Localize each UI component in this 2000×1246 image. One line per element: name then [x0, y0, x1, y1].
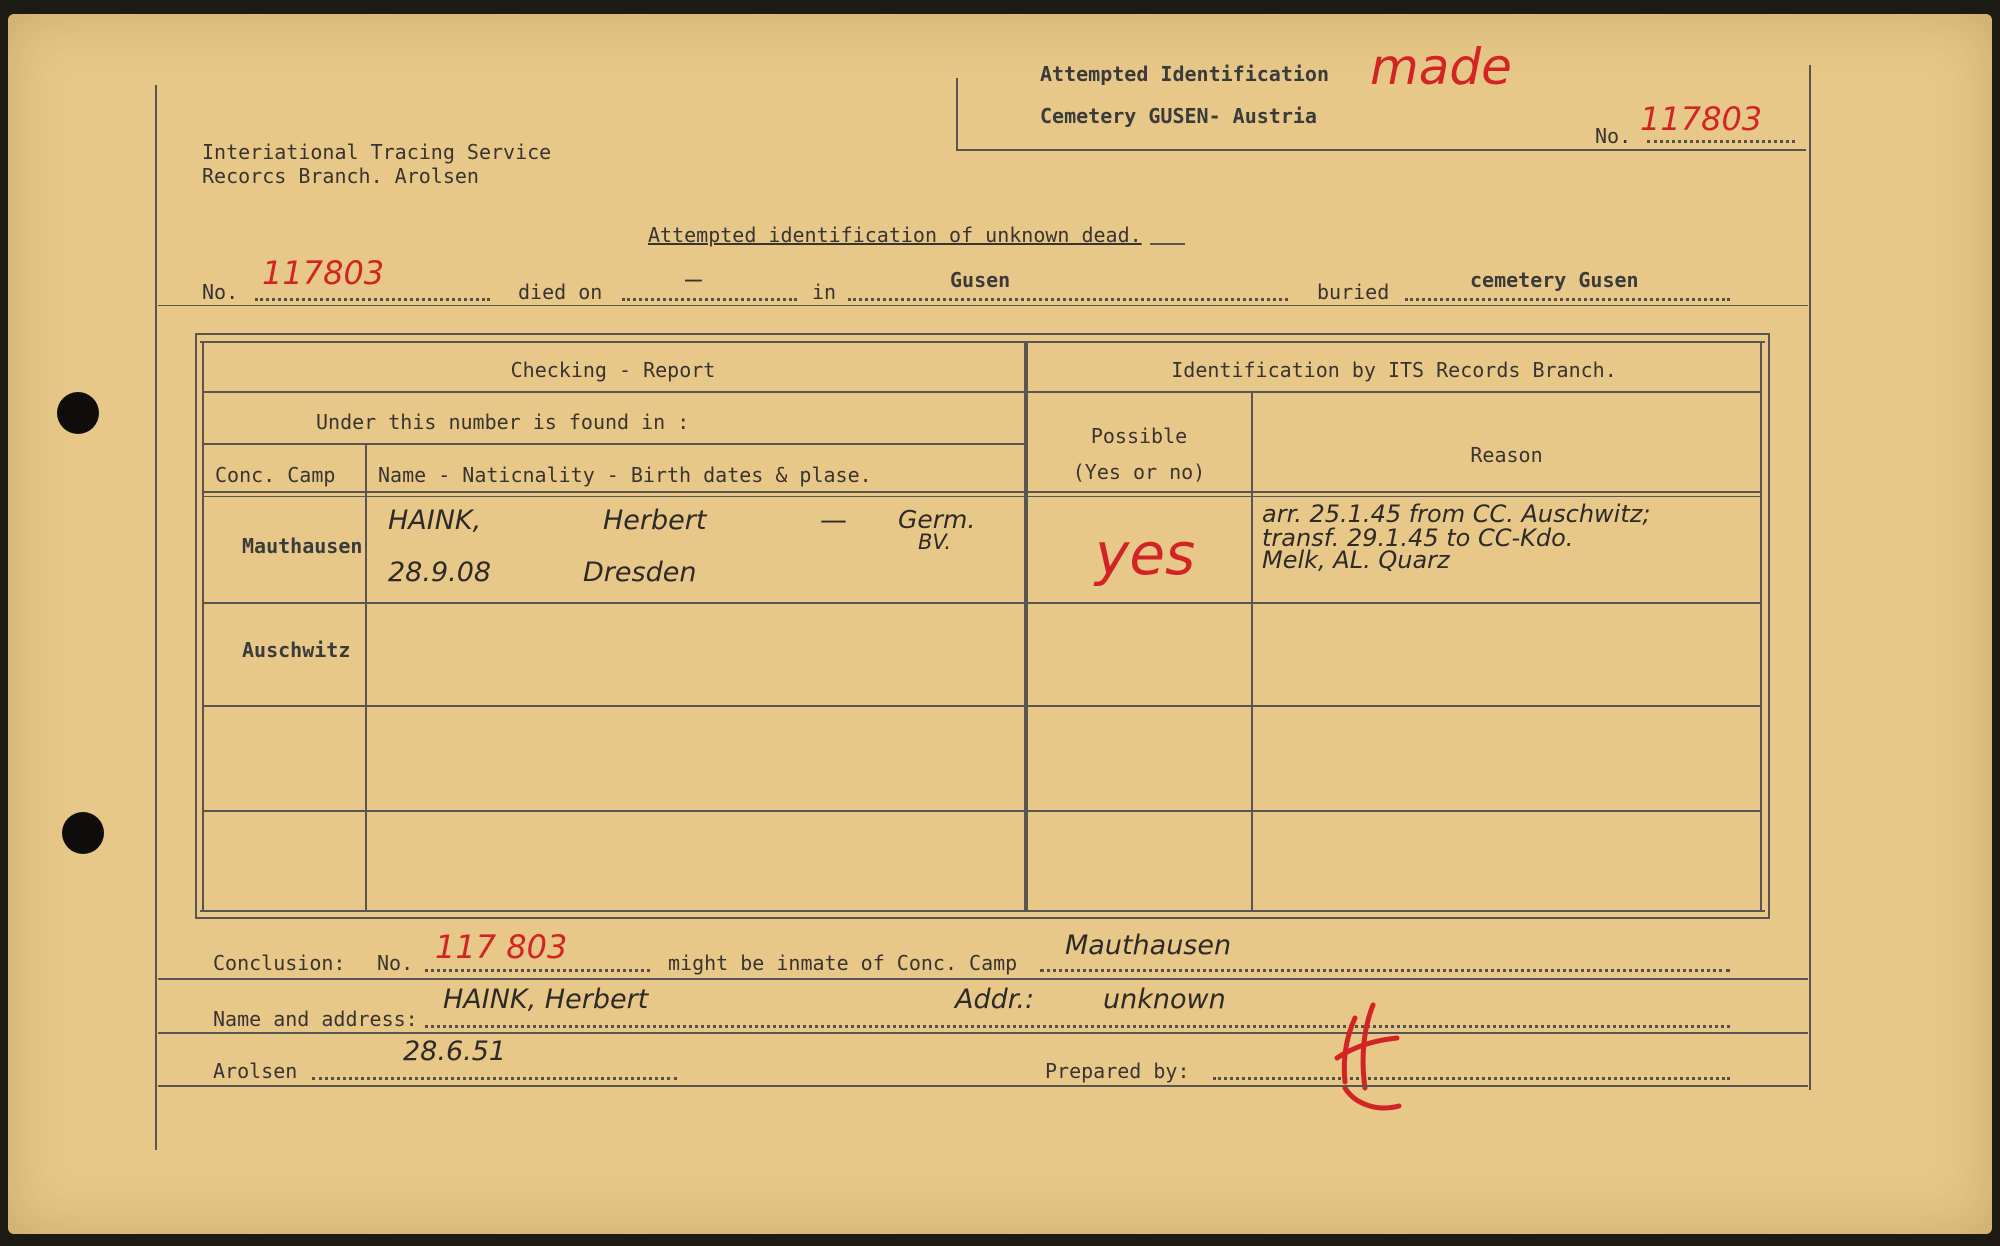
row-1-dash: — [820, 505, 847, 536]
name-address-name: HAINK, Herbert [443, 984, 649, 1015]
initials-signature [1315, 1000, 1425, 1120]
record-no-value: 117803 [262, 254, 385, 292]
row-1-firstname: Herbert [603, 505, 707, 536]
row-2-camp: Auschwitz [242, 638, 351, 662]
row-1-surname: HAINK, [388, 505, 482, 536]
buried-label: buried [1317, 280, 1390, 304]
checking-report-header: Checking - Report [510, 358, 716, 382]
name-address-label: Name and address: [213, 1007, 418, 1031]
stamp-box-bottom [956, 149, 1806, 151]
conclusion-no-label: No. [377, 951, 414, 975]
row-1-category: BV. [918, 530, 952, 554]
row-1-camp: Mauthausen [242, 534, 363, 558]
punch-hole-bottom [62, 812, 104, 854]
header-no-label: No. [1595, 124, 1632, 148]
conclusion-camp-value: Mauthausen [1065, 930, 1232, 961]
found-in-header: Under this number is found in : [316, 410, 690, 434]
row-1-birth-date: 28.9.08 [388, 557, 492, 588]
table-top [195, 333, 1770, 335]
row-1-reason-2: transf. 29.1.45 to CC-Kdo. [1262, 524, 1574, 552]
page-title: Attempted identification of unknown dead. [648, 223, 1142, 247]
in-label: in [812, 280, 837, 304]
possible-header-2: (Yes or no) [1072, 460, 1206, 484]
camp-column-header: Conc. Camp [215, 463, 336, 487]
row-1-birth-place: Dresden [583, 557, 697, 588]
conclusion-no-value: 117 803 [435, 928, 568, 966]
stamp-note: made [1370, 38, 1512, 96]
name-column-header: Name - Naticnality - Birth dates & plase. [378, 463, 872, 487]
prepared-by-label: Prepared by: [1045, 1059, 1190, 1083]
identification-header: Identification by ITS Records Branch. [1171, 358, 1617, 382]
org-line-1: Interiational Tracing Service [202, 140, 552, 164]
stamp-line-1: Attempted Identification [1040, 62, 1329, 86]
stamp-line-2: Cemetery GUSEN- Austria [1040, 104, 1317, 128]
addr-value: unknown [1103, 984, 1226, 1015]
row-1-reason-1: arr. 25.1.45 from CC. Auschwitz; [1262, 500, 1651, 528]
in-value: Gusen [950, 268, 1011, 292]
reason-header: Reason [1470, 443, 1543, 467]
conclusion-label: Conclusion: [213, 951, 346, 975]
header-no-value: 117803 [1640, 100, 1763, 138]
record-no-label: No. [202, 280, 239, 304]
row-1-nationality: Germ. [898, 505, 976, 534]
stamp-box-left [956, 78, 958, 150]
right-margin-line [1809, 65, 1811, 1090]
place-label: Arolsen [213, 1059, 298, 1083]
died-label: died on [518, 280, 603, 304]
punch-hole-top [57, 392, 99, 434]
row-1-reason-3: Melk, AL. Quarz [1262, 546, 1450, 574]
row-1-possible: yes [1095, 520, 1196, 588]
left-margin-line [155, 85, 157, 1150]
possible-header-1: Possible [1090, 424, 1188, 448]
org-line-2: Recorcs Branch. Arolsen [202, 164, 479, 188]
date-value: 28.6.51 [403, 1036, 507, 1067]
table-bottom [195, 917, 1770, 919]
buried-value: cemetery Gusen [1470, 268, 1639, 292]
conclusion-text: might be inmate of Conc. Camp [668, 951, 1018, 975]
died-value: — [685, 262, 702, 295]
addr-label: Addr.: [955, 984, 1035, 1015]
document-card [8, 14, 1992, 1234]
